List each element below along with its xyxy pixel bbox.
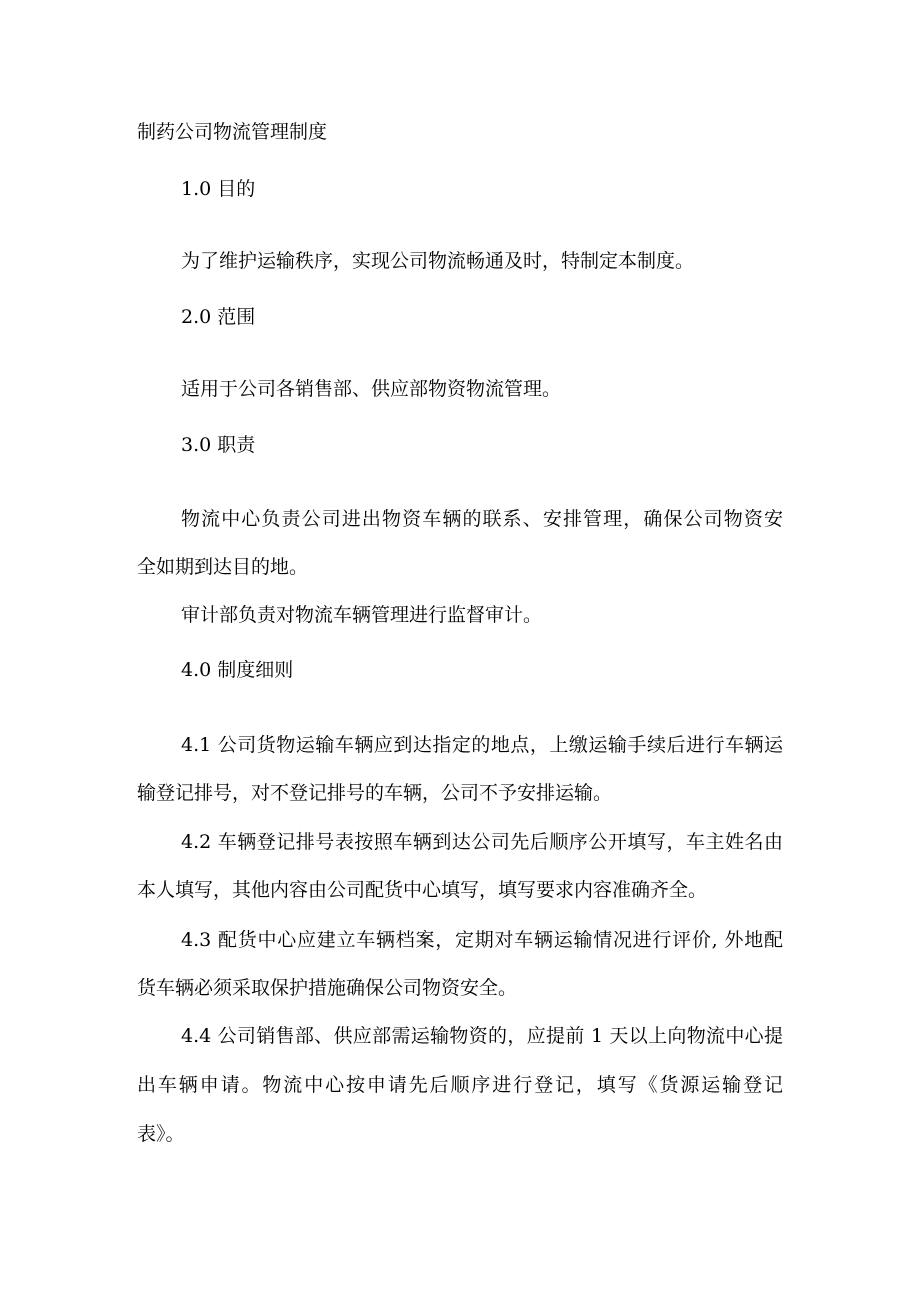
- section-heading-purpose: 1.0 目的: [181, 178, 256, 200]
- rule-4-4-line2: 出车辆申请。物流中心按申请先后顺序进行登记，填写《货源运输登记: [137, 1074, 783, 1096]
- rule-4-1-line1: 4.1 公司货物运输车辆应到达指定的地点，上缴运输手续后进行车辆运: [181, 734, 783, 756]
- document-title: 制药公司物流管理制度: [137, 121, 328, 143]
- section-text-duties-line1: 物流中心负责公司进出物资车辆的联系、安排管理，确保公司物资安: [181, 508, 783, 530]
- rule-4-4-line3: 表》。: [137, 1123, 185, 1145]
- rule-4-1-line2: 输登记排号，对不登记排号的车辆，公司不予安排运输。: [137, 782, 613, 804]
- section-text-purpose: 为了维护运输秩序，实现公司物流畅通及时，特制定本制度。: [181, 250, 695, 272]
- section-text-duties-line2: 全如期到达目的地。: [137, 556, 309, 578]
- section-text-scope: 适用于公司各销售部、供应部物资物流管理。: [181, 378, 562, 400]
- rule-4-2-line2: 本人填写，其他内容由公司配货中心填写，填写要求内容准确齐全。: [137, 879, 708, 901]
- rule-4-3-line2: 货车辆必须采取保护措施确保公司物资安全。: [137, 977, 518, 999]
- rule-4-2-line1: 4.2 车辆登记排号表按照车辆到达公司先后顺序公开填写，车主姓名由: [181, 831, 783, 853]
- section-heading-rules: 4.0 制度细则: [181, 659, 294, 681]
- rule-4-3-line1: 4.3 配货中心应建立车辆档案，定期对车辆运输情况进行评价, 外地配: [181, 929, 783, 951]
- section-heading-duties: 3.0 职责: [181, 434, 256, 456]
- section-heading-scope: 2.0 范围: [181, 306, 256, 328]
- rule-4-4-line1: 4.4 公司销售部、供应部需运输物资的，应提前 1 天以上向物流中心提: [181, 1025, 783, 1047]
- section-text-audit: 审计部负责对物流车辆管理进行监督审计。: [181, 604, 543, 626]
